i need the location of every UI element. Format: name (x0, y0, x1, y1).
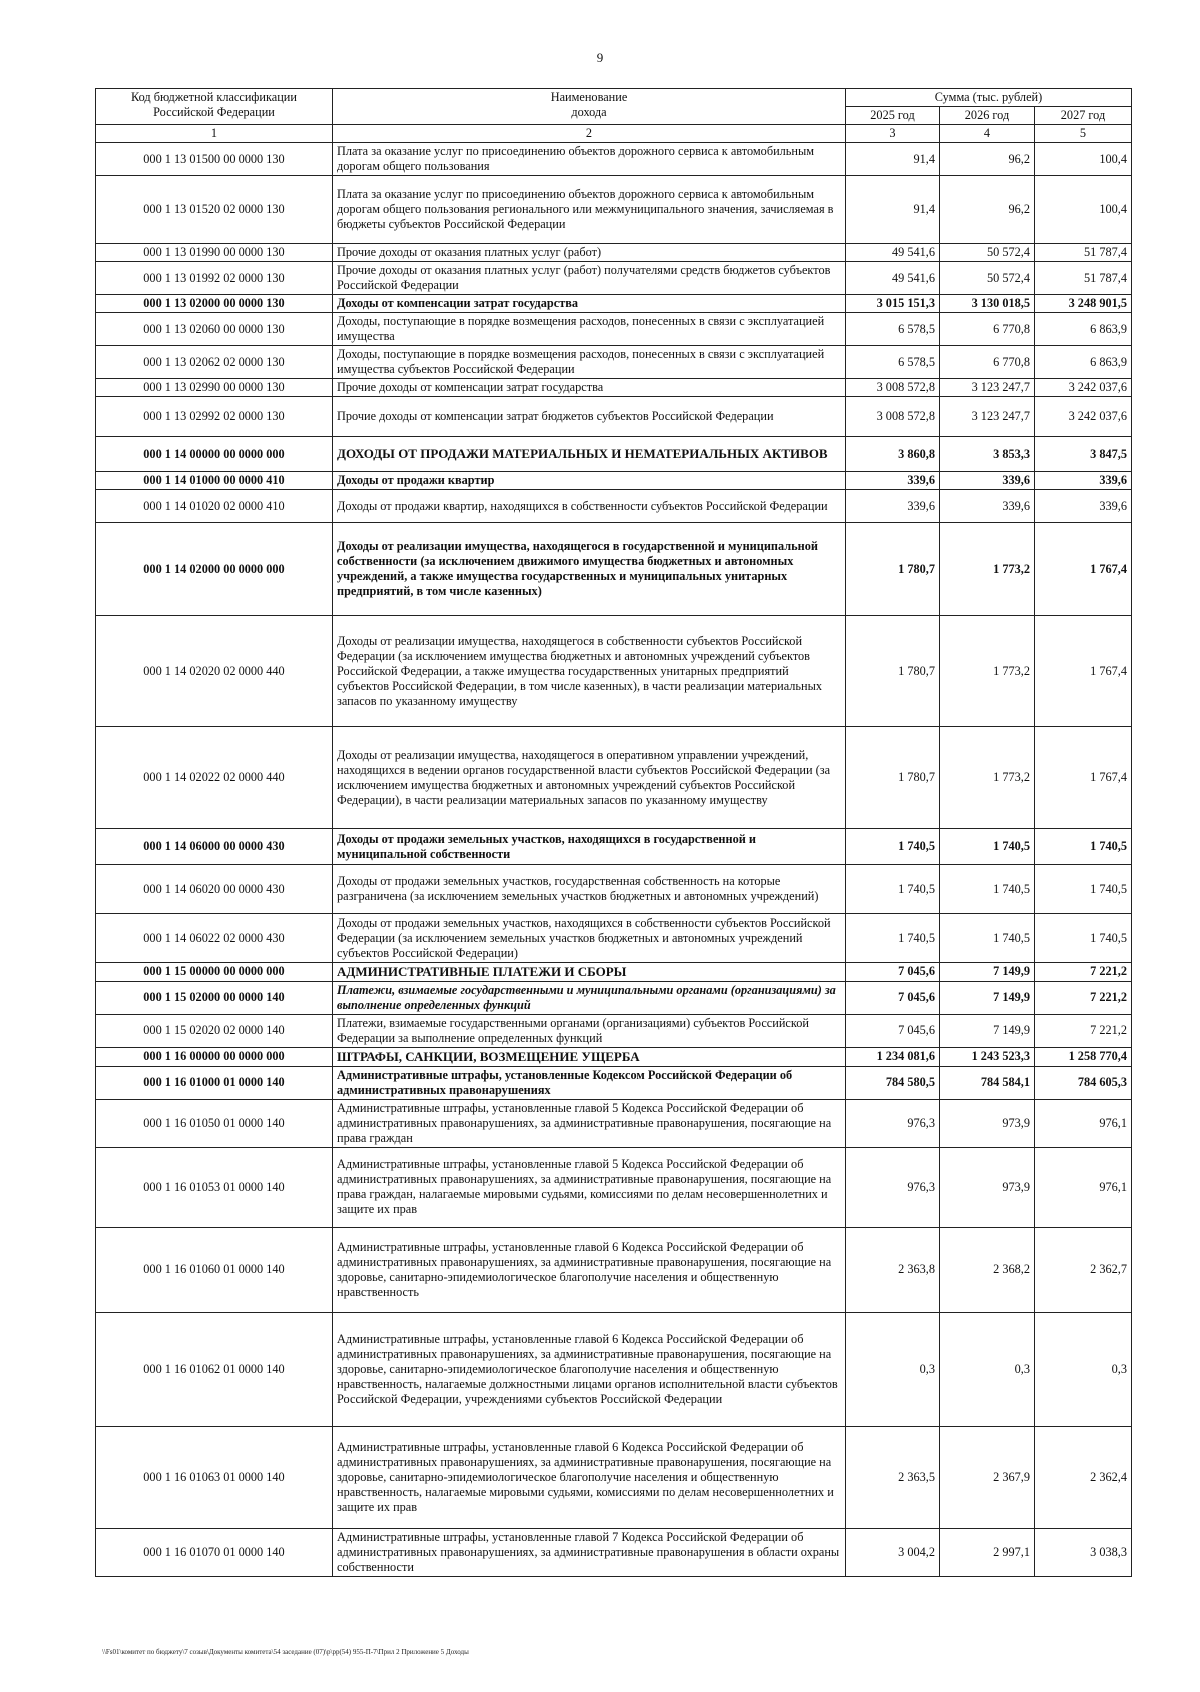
amount-2027-cell: 3 242 037,6 (1035, 379, 1132, 397)
income-name-cell: Прочие доходы от оказания платных услуг (работ) получателями средств бюджетов субъектов Российской Федерации (333, 262, 846, 295)
income-name-cell: Прочие доходы от компенсации затрат государства (333, 379, 846, 397)
amount-2026-cell: 1 243 523,3 (940, 1047, 1035, 1066)
amount-2026-cell: 339,6 (940, 490, 1035, 523)
budget-code-cell: 000 1 14 06000 00 0000 430 (96, 829, 333, 865)
budget-code-cell: 000 1 13 01520 02 0000 130 (96, 176, 333, 244)
amount-2026-cell: 1 773,2 (940, 616, 1035, 727)
amount-2026-cell: 2 367,9 (940, 1426, 1035, 1528)
table-row (96, 1426, 1132, 1528)
amount-2025-cell: 7 045,6 (846, 963, 940, 982)
amount-2026-cell: 1 740,5 (940, 914, 1035, 963)
income-name-cell: Платежи, взимаемые государственными и муниципальными органами (организациями) за выполнение определенных функций (333, 981, 846, 1014)
amount-2025-cell: 7 045,6 (846, 981, 940, 1014)
table-row (96, 313, 1132, 346)
table-row (96, 379, 1132, 397)
budget-code-cell: 000 1 14 02000 00 0000 000 (96, 523, 333, 616)
table-row (96, 1099, 1132, 1147)
budget-code-cell: 000 1 14 02020 02 0000 440 (96, 616, 333, 727)
budget-code-cell: 000 1 13 02060 00 0000 130 (96, 313, 333, 346)
sum-column-header: Сумма (тыс. рублей) (846, 89, 1132, 107)
amount-2025-cell: 6 578,5 (846, 346, 940, 379)
amount-2025-cell: 7 045,6 (846, 1014, 940, 1047)
income-name-cell: Прочие доходы от компенсации затрат бюджетов субъектов Российской Федерации (333, 397, 846, 437)
amount-2026-cell: 1 773,2 (940, 523, 1035, 616)
table-row (96, 472, 1132, 490)
amount-2027-cell: 1 740,5 (1035, 865, 1132, 914)
income-name-cell: Доходы от реализации имущества, находящегося в оперативном управлении учреждений, находящихся в ведении органов государственной власти субъектов Российской Федерации (за исключением имущества бюджетных и автономных учреждений субъектов Российской Федерации), в части реализации материальных запасов по указанному имуществу (333, 727, 846, 829)
name-header-line2: дохода (571, 105, 607, 119)
year-2027-header: 2027 год (1035, 107, 1132, 125)
amount-2025-cell: 49 541,6 (846, 244, 940, 262)
budget-code-cell: 000 1 13 01500 00 0000 130 (96, 143, 333, 176)
table-row (96, 397, 1132, 437)
amount-2026-cell: 3 853,3 (940, 437, 1035, 472)
table-body (96, 143, 1132, 1577)
income-name-cell: Доходы, поступающие в порядке возмещения расходов, понесенных в связи с эксплуатацией имущества субъектов Российской Федерации (333, 346, 846, 379)
income-name-cell: Доходы от реализации имущества, находящегося в государственной и муниципальной собственности (за исключением движимого имущества бюджетных и автономных учреждений, а также имущества государственных и муниципальных унитарных предприятий, в том числе казенных) (333, 523, 846, 616)
amount-2026-cell: 7 149,9 (940, 963, 1035, 982)
table-row (96, 1066, 1132, 1099)
amount-2025-cell: 976,3 (846, 1147, 940, 1227)
amount-2025-cell: 2 363,8 (846, 1227, 940, 1312)
amount-2026-cell: 3 130 018,5 (940, 295, 1035, 313)
year-2026-header: 2026 год (940, 107, 1035, 125)
budget-code-cell: 000 1 13 02000 00 0000 130 (96, 295, 333, 313)
amount-2026-cell: 50 572,4 (940, 244, 1035, 262)
budget-code-cell: 000 1 13 02990 00 0000 130 (96, 379, 333, 397)
budget-code-cell: 000 1 16 01050 01 0000 140 (96, 1099, 333, 1147)
table-row (96, 346, 1132, 379)
amount-2026-cell: 7 149,9 (940, 981, 1035, 1014)
income-name-cell: ДОХОДЫ ОТ ПРОДАЖИ МАТЕРИАЛЬНЫХ И НЕМАТЕРИАЛЬНЫХ АКТИВОВ (333, 437, 846, 472)
budget-code-cell: 000 1 13 02062 02 0000 130 (96, 346, 333, 379)
amount-2027-cell: 1 740,5 (1035, 914, 1132, 963)
amount-2026-cell: 339,6 (940, 472, 1035, 490)
amount-2025-cell: 3 008 572,8 (846, 379, 940, 397)
amount-2027-cell: 1 767,4 (1035, 616, 1132, 727)
budget-code-cell: 000 1 14 06020 00 0000 430 (96, 865, 333, 914)
amount-2027-cell: 339,6 (1035, 490, 1132, 523)
amount-2026-cell: 973,9 (940, 1147, 1035, 1227)
amount-2027-cell: 51 787,4 (1035, 262, 1132, 295)
amount-2027-cell: 1 767,4 (1035, 727, 1132, 829)
table-row (96, 727, 1132, 829)
table-row (96, 1227, 1132, 1312)
amount-2026-cell: 3 123 247,7 (940, 397, 1035, 437)
budget-code-cell: 000 1 16 01070 01 0000 140 (96, 1528, 333, 1576)
column-number: 1 (96, 125, 333, 143)
table-header (96, 89, 1132, 143)
year-2025-header: 2025 год (846, 107, 940, 125)
amount-2026-cell: 973,9 (940, 1099, 1035, 1147)
amount-2025-cell: 3 015 151,3 (846, 295, 940, 313)
income-name-cell: Административные штрафы, установленные главой 5 Кодекса Российской Федерации об административных правонарушениях, за административные правонарушения, посягающие на права граждан, налагаемые мировыми судьями, комиссиями по делам несовершеннолетних и защите их прав (333, 1147, 846, 1227)
amount-2025-cell: 91,4 (846, 143, 940, 176)
table-row (96, 295, 1132, 313)
amount-2025-cell: 6 578,5 (846, 313, 940, 346)
amount-2025-cell: 1 780,7 (846, 727, 940, 829)
amount-2025-cell: 0,3 (846, 1312, 940, 1426)
table-row (96, 244, 1132, 262)
amount-2027-cell: 0,3 (1035, 1312, 1132, 1426)
income-name-cell: Доходы от продажи квартир (333, 472, 846, 490)
income-name-cell: Прочие доходы от оказания платных услуг (работ) (333, 244, 846, 262)
amount-2026-cell: 6 770,8 (940, 313, 1035, 346)
budget-code-cell: 000 1 13 02992 02 0000 130 (96, 397, 333, 437)
amount-2027-cell: 1 767,4 (1035, 523, 1132, 616)
amount-2027-cell: 7 221,2 (1035, 963, 1132, 982)
code-column-header: Код бюджетной классификации Российской Федерации (96, 89, 333, 125)
amount-2027-cell: 784 605,3 (1035, 1066, 1132, 1099)
budget-code-cell: 000 1 14 02022 02 0000 440 (96, 727, 333, 829)
budget-code-cell: 000 1 13 01992 02 0000 130 (96, 262, 333, 295)
income-name-cell: ШТРАФЫ, САНКЦИИ, ВОЗМЕЩЕНИЕ УЩЕРБА (333, 1047, 846, 1066)
income-name-cell: Плата за оказание услуг по присоединению объектов дорожного сервиса к автомобильным дорогам общего пользования регионального или межмуниципального значения, зачисляемая в бюджеты субъектов Российской Федерации (333, 176, 846, 244)
table-row (96, 1312, 1132, 1426)
name-column-header (333, 89, 846, 125)
table-row (96, 1147, 1132, 1227)
table-row (96, 490, 1132, 523)
amount-2026-cell: 2 368,2 (940, 1227, 1035, 1312)
amount-2026-cell: 6 770,8 (940, 346, 1035, 379)
income-name-cell: Административные штрафы, установленные Кодексом Российской Федерации об административных правонарушениях (333, 1066, 846, 1099)
amount-2027-cell: 51 787,4 (1035, 244, 1132, 262)
amount-2025-cell: 976,3 (846, 1099, 940, 1147)
table-row (96, 262, 1132, 295)
budget-code-cell: 000 1 15 00000 00 0000 000 (96, 963, 333, 982)
amount-2026-cell: 0,3 (940, 1312, 1035, 1426)
name-header-line1: Наименование (550, 90, 628, 104)
amount-2027-cell: 339,6 (1035, 472, 1132, 490)
income-name-cell: Административные штрафы, установленные главой 6 Кодекса Российской Федерации об административных правонарушениях, за административные правонарушения, посягающие на здоровье, санитарно-эпидемиологическое благополучие населения и общественную нравственность (333, 1227, 846, 1312)
page-number: 9 (596, 50, 604, 65)
amount-2027-cell: 976,1 (1035, 1099, 1132, 1147)
amount-2025-cell: 1 740,5 (846, 829, 940, 865)
amount-2025-cell: 3 008 572,8 (846, 397, 940, 437)
amount-2027-cell: 976,1 (1035, 1147, 1132, 1227)
income-name-cell: Доходы от продажи земельных участков, находящихся в государственной и муниципальной собственности (333, 829, 846, 865)
amount-2027-cell: 3 847,5 (1035, 437, 1132, 472)
table-row (96, 865, 1132, 914)
amount-2026-cell: 1 773,2 (940, 727, 1035, 829)
table-row (96, 914, 1132, 963)
amount-2027-cell: 100,4 (1035, 176, 1132, 244)
amount-2026-cell: 1 740,5 (940, 829, 1035, 865)
amount-2025-cell: 1 780,7 (846, 523, 940, 616)
amount-2027-cell: 3 038,3 (1035, 1528, 1132, 1576)
income-name-cell: Доходы от продажи земельных участков, находящихся в собственности субъектов Российской Федерации (за исключением земельных участков бюджетных и автономных учреждений субъектов Российской Федерации) (333, 914, 846, 963)
amount-2027-cell: 100,4 (1035, 143, 1132, 176)
table-row (96, 143, 1132, 176)
income-name-cell: Административные штрафы, установленные главой 5 Кодекса Российской Федерации об административных правонарушениях, за административные правонарушения, посягающие на права граждан (333, 1099, 846, 1147)
file-path-footer: \\Fs01\комитет по бюджету\7 созыв\Документы комитета\54 заседание (07)\р\рр(54) 955-П-7\Прил 2 Приложение 5 Доходы (102, 1648, 469, 1656)
amount-2026-cell: 96,2 (940, 176, 1035, 244)
amount-2025-cell: 3 860,8 (846, 437, 940, 472)
income-name-cell: Платежи, взимаемые государственными органами (организациями) субъектов Российской Федерации за выполнение определенных функций (333, 1014, 846, 1047)
amount-2025-cell: 49 541,6 (846, 262, 940, 295)
budget-code-cell: 000 1 15 02020 02 0000 140 (96, 1014, 333, 1047)
amount-2027-cell: 6 863,9 (1035, 346, 1132, 379)
amount-2025-cell: 91,4 (846, 176, 940, 244)
table-row (96, 829, 1132, 865)
budget-code-cell: 000 1 14 00000 00 0000 000 (96, 437, 333, 472)
income-name-cell: АДМИНИСТРАТИВНЫЕ ПЛАТЕЖИ И СБОРЫ (333, 963, 846, 982)
table-row (96, 1014, 1132, 1047)
amount-2027-cell: 7 221,2 (1035, 1014, 1132, 1047)
table-row (96, 963, 1132, 982)
amount-2027-cell: 2 362,4 (1035, 1426, 1132, 1528)
amount-2027-cell: 2 362,7 (1035, 1227, 1132, 1312)
income-name-cell: Доходы от реализации имущества, находящегося в собственности субъектов Российской Федерации (за исключением имущества бюджетных и автономных учреждений субъектов Российской Федерации, а также имущества государственных унитарных предприятий субъектов Российской Федерации, в том числе казенных), в части реализации материальных запасов по указанному имуществу (333, 616, 846, 727)
amount-2025-cell: 3 004,2 (846, 1528, 940, 1576)
amount-2025-cell: 2 363,5 (846, 1426, 940, 1528)
amount-2025-cell: 1 780,7 (846, 616, 940, 727)
amount-2025-cell: 784 580,5 (846, 1066, 940, 1099)
budget-code-cell: 000 1 16 01053 01 0000 140 (96, 1147, 333, 1227)
amount-2027-cell: 6 863,9 (1035, 313, 1132, 346)
amount-2026-cell: 2 997,1 (940, 1528, 1035, 1576)
amount-2026-cell: 50 572,4 (940, 262, 1035, 295)
income-name-cell: Доходы от продажи квартир, находящихся в собственности субъектов Российской Федерации (333, 490, 846, 523)
column-number: 3 (846, 125, 940, 143)
amount-2027-cell: 3 248 901,5 (1035, 295, 1132, 313)
budget-code-cell: 000 1 16 01060 01 0000 140 (96, 1227, 333, 1312)
income-name-cell: Доходы от компенсации затрат государства (333, 295, 846, 313)
amount-2026-cell: 784 584,1 (940, 1066, 1035, 1099)
amount-2026-cell: 7 149,9 (940, 1014, 1035, 1047)
amount-2027-cell: 7 221,2 (1035, 981, 1132, 1014)
table-row (96, 176, 1132, 244)
income-name-cell: Плата за оказание услуг по присоединению объектов дорожного сервиса к автомобильным дорогам общего пользования (333, 143, 846, 176)
table-row (96, 437, 1132, 472)
amount-2025-cell: 339,6 (846, 472, 940, 490)
budget-code-cell: 000 1 16 01063 01 0000 140 (96, 1426, 333, 1528)
income-name-cell: Доходы, поступающие в порядке возмещения расходов, понесенных в связи с эксплуатацией имущества (333, 313, 846, 346)
income-name-cell: Административные штрафы, установленные главой 6 Кодекса Российской Федерации об административных правонарушениях, за административные правонарушения, посягающие на здоровье, санитарно-эпидемиологическое благополучие населения и общественную нравственность, налагаемые мировыми судьями, комиссиями по делам несовершеннолетних и защите их прав (333, 1426, 846, 1528)
income-name-cell: Доходы от продажи земельных участков, государственная собственность на которые разграничена (за исключением земельных участков бюджетных и автономных учреждений) (333, 865, 846, 914)
amount-2025-cell: 1 234 081,6 (846, 1047, 940, 1066)
budget-code-cell: 000 1 16 01062 01 0000 140 (96, 1312, 333, 1426)
table-row (96, 1047, 1132, 1066)
income-name-cell: Административные штрафы, установленные главой 6 Кодекса Российской Федерации об административных правонарушениях, за административные правонарушения, посягающие на здоровье, санитарно-эпидемиологическое благополучие населения и общественную нравственность, налагаемые должностными лицами органов исполнительной власти субъектов Российской Федерации, учреждениями субъектов Российской Федерации (333, 1312, 846, 1426)
column-number: 4 (940, 125, 1035, 143)
amount-2025-cell: 339,6 (846, 490, 940, 523)
budget-code-cell: 000 1 14 01020 02 0000 410 (96, 490, 333, 523)
amount-2027-cell: 1 740,5 (1035, 829, 1132, 865)
income-name-cell: Административные штрафы, установленные главой 7 Кодекса Российской Федерации об административных правонарушениях, за административные правонарушения в области охраны собственности (333, 1528, 846, 1576)
budget-code-cell: 000 1 16 01000 01 0000 140 (96, 1066, 333, 1099)
budget-code-cell: 000 1 16 00000 00 0000 000 (96, 1047, 333, 1066)
amount-2025-cell: 1 740,5 (846, 914, 940, 963)
table-row (96, 616, 1132, 727)
column-number: 5 (1035, 125, 1132, 143)
amount-2026-cell: 1 740,5 (940, 865, 1035, 914)
table-row (96, 981, 1132, 1014)
budget-code-cell: 000 1 14 06022 02 0000 430 (96, 914, 333, 963)
amount-2027-cell: 1 258 770,4 (1035, 1047, 1132, 1066)
table-row (96, 523, 1132, 616)
amount-2027-cell: 3 242 037,6 (1035, 397, 1132, 437)
amount-2025-cell: 1 740,5 (846, 865, 940, 914)
column-number: 2 (333, 125, 846, 143)
amount-2026-cell: 96,2 (940, 143, 1035, 176)
budget-code-cell: 000 1 14 01000 00 0000 410 (96, 472, 333, 490)
table-row (96, 1528, 1132, 1576)
amount-2026-cell: 3 123 247,7 (940, 379, 1035, 397)
budget-code-cell: 000 1 13 01990 00 0000 130 (96, 244, 333, 262)
budget-code-cell: 000 1 15 02000 00 0000 140 (96, 981, 333, 1014)
revenue-table (95, 88, 1132, 1577)
